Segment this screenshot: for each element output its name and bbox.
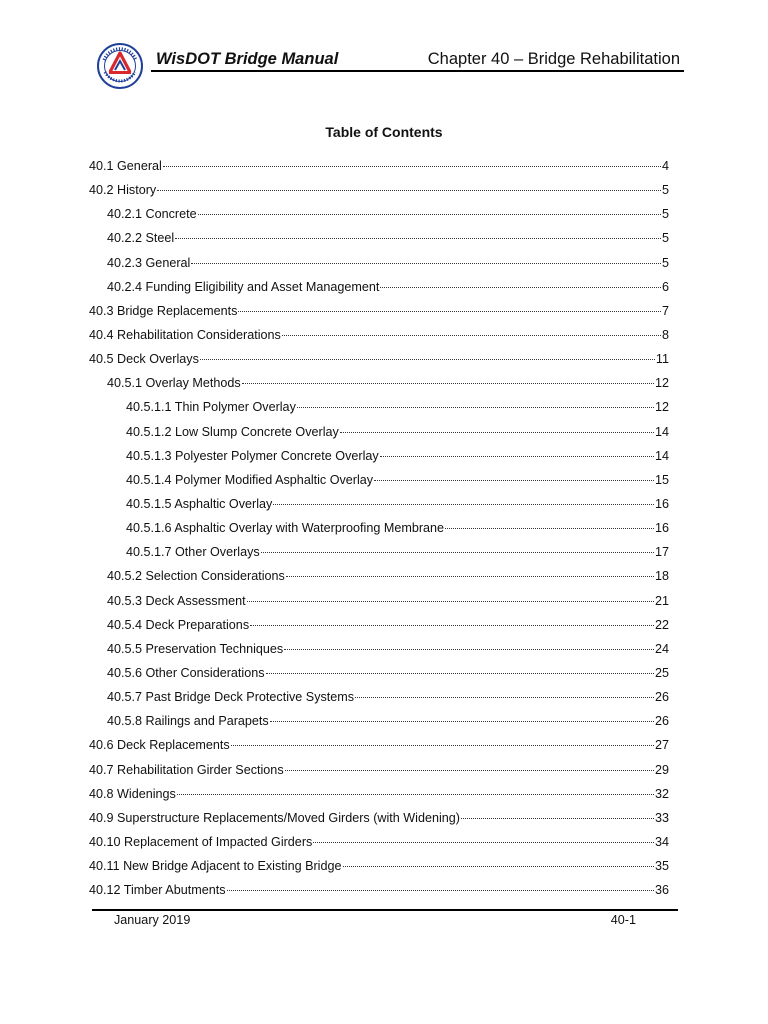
dot-leader bbox=[374, 480, 654, 481]
dot-leader bbox=[191, 263, 661, 264]
toc-entry-title: 40.3 Bridge Replacements bbox=[89, 303, 238, 318]
dot-leader bbox=[198, 214, 661, 215]
toc-entry-title: 40.5.1.4 Polymer Modified Asphaltic Overlay bbox=[126, 472, 374, 487]
toc-entry[interactable] bbox=[89, 854, 669, 878]
toc-entry-page: 11 bbox=[655, 352, 669, 367]
toc-entry-title: 40.5.4 Deck Preparations bbox=[107, 617, 250, 632]
dot-leader bbox=[242, 383, 654, 384]
toc-entry[interactable] bbox=[89, 709, 669, 733]
toc-entry-title: 40.5.1.1 Thin Polymer Overlay bbox=[126, 400, 296, 415]
dot-leader bbox=[380, 287, 661, 288]
toc-entry-page: 34 bbox=[654, 834, 669, 849]
toc-entry[interactable] bbox=[89, 420, 669, 444]
toc-entry[interactable] bbox=[89, 661, 669, 685]
toc-entry-title: 40.5.7 Past Bridge Deck Protective Systems bbox=[107, 690, 355, 705]
dot-leader bbox=[445, 528, 654, 529]
toc-entry-title: 40.11 New Bridge Adjacent to Existing Bridge bbox=[89, 859, 342, 874]
toc-entry-title: 40.5.1 Overlay Methods bbox=[107, 376, 241, 391]
dot-leader bbox=[284, 649, 654, 650]
toc-entry[interactable] bbox=[89, 540, 669, 564]
dot-leader bbox=[163, 166, 661, 167]
dot-leader bbox=[343, 866, 654, 867]
toc-entry-page: 16 bbox=[654, 521, 669, 536]
toc-entry[interactable] bbox=[89, 299, 669, 323]
toc-entry[interactable] bbox=[89, 733, 669, 757]
toc-entry-title: 40.2.4 Funding Eligibility and Asset Management bbox=[107, 279, 380, 294]
toc-entry[interactable] bbox=[89, 782, 669, 806]
toc-entry[interactable] bbox=[89, 323, 669, 347]
toc-entry-title: 40.2.1 Concrete bbox=[107, 207, 197, 222]
toc-entry-title: 40.7 Rehabilitation Girder Sections bbox=[89, 762, 284, 777]
toc-entry[interactable] bbox=[89, 226, 669, 250]
footer-date: January 2019 bbox=[114, 913, 191, 927]
toc-entry-title: 40.5 Deck Overlays bbox=[89, 352, 199, 367]
chapter-title: Chapter 40 – Bridge Rehabilitation bbox=[427, 50, 680, 68]
toc-entry-title: 40.12 Timber Abutments bbox=[89, 883, 226, 898]
toc-entry-title: 40.5.1.3 Polyester Polymer Concrete Overlay bbox=[126, 448, 379, 463]
header-rule bbox=[151, 70, 684, 72]
toc-entry-page: 8 bbox=[661, 327, 669, 342]
toc-entry-title: 40.6 Deck Replacements bbox=[89, 738, 230, 753]
toc-entry-page: 22 bbox=[654, 617, 669, 632]
toc-entry-page: 16 bbox=[654, 496, 669, 511]
toc-entry-title: 40.5.1.6 Asphaltic Overlay with Waterproofing Membrane bbox=[126, 521, 445, 536]
wisdot-seal-icon bbox=[96, 42, 144, 90]
dot-leader bbox=[297, 407, 654, 408]
toc-entry[interactable] bbox=[89, 178, 669, 202]
toc-entry-page: 18 bbox=[654, 569, 669, 584]
toc-entry-page: 12 bbox=[654, 400, 669, 415]
toc-entry[interactable] bbox=[89, 395, 669, 419]
toc-entry[interactable] bbox=[89, 444, 669, 468]
toc-entry-title: 40.5.1.2 Low Slump Concrete Overlay bbox=[126, 424, 339, 439]
toc-entry-title: 40.8 Widenings bbox=[89, 786, 176, 801]
toc-entry[interactable] bbox=[89, 492, 669, 516]
toc-entry-page: 25 bbox=[654, 665, 669, 680]
dot-leader bbox=[250, 625, 654, 626]
manual-title: WisDOT Bridge Manual bbox=[156, 50, 339, 68]
toc-entry-page: 4 bbox=[661, 159, 669, 173]
footer-rule bbox=[92, 909, 678, 911]
toc-entry-page: 6 bbox=[661, 279, 669, 294]
toc-entry-page: 5 bbox=[661, 183, 669, 198]
toc-entry[interactable] bbox=[89, 613, 669, 637]
dot-leader bbox=[286, 576, 654, 577]
dot-leader bbox=[282, 335, 661, 336]
dot-leader bbox=[157, 190, 661, 191]
toc-entry-title: 40.2 History bbox=[89, 183, 157, 198]
toc-entry-title: 40.5.8 Railings and Parapets bbox=[107, 714, 269, 729]
toc-entry-title: 40.10 Replacement of Impacted Girders bbox=[89, 834, 313, 849]
toc-entry-page: 26 bbox=[654, 714, 669, 729]
toc-entry-page: 35 bbox=[654, 859, 669, 874]
toc-entry[interactable] bbox=[89, 806, 669, 830]
dot-leader bbox=[461, 818, 654, 819]
toc-entry-title: 40.9 Superstructure Replacements/Moved Girders (with Widening) bbox=[89, 810, 460, 825]
dot-leader bbox=[200, 359, 655, 360]
toc-entry-title: 40.5.6 Other Considerations bbox=[107, 665, 265, 680]
dot-leader bbox=[261, 552, 654, 553]
dot-leader bbox=[231, 745, 654, 746]
toc-entry[interactable] bbox=[89, 275, 669, 299]
toc-entry-page: 21 bbox=[654, 593, 669, 608]
toc-entry-page: 12 bbox=[654, 376, 669, 391]
dot-leader bbox=[273, 504, 654, 505]
toc-entry-page: 26 bbox=[654, 690, 669, 705]
toc-entry[interactable] bbox=[89, 637, 669, 661]
toc-entry-page: 15 bbox=[654, 472, 669, 487]
footer-page-number: 40-1 bbox=[610, 913, 636, 927]
dot-leader bbox=[175, 238, 661, 239]
toc-entry-title: 40.5.2 Selection Considerations bbox=[107, 569, 285, 584]
toc-entry-title: 40.5.1.7 Other Overlays bbox=[126, 545, 260, 560]
dot-leader bbox=[247, 601, 654, 602]
dot-leader bbox=[340, 432, 654, 433]
toc-entry-title: 40.5.1.5 Asphaltic Overlay bbox=[126, 496, 273, 511]
dot-leader bbox=[227, 890, 654, 891]
toc-entry-title: 40.5.3 Deck Assessment bbox=[107, 593, 246, 608]
toc-entry-title: 40.2.2 Steel bbox=[107, 231, 175, 246]
dot-leader bbox=[238, 311, 661, 312]
toc-entry[interactable] bbox=[89, 589, 669, 613]
toc-title: Table of Contents bbox=[325, 124, 443, 140]
toc-entry[interactable] bbox=[89, 347, 669, 371]
toc-entry[interactable] bbox=[89, 564, 669, 588]
toc-entry-page: 36 bbox=[654, 883, 669, 898]
dot-leader bbox=[355, 697, 654, 698]
toc-entry[interactable] bbox=[89, 758, 669, 782]
toc-entry-title: 40.5.5 Preservation Techniques bbox=[107, 641, 284, 656]
toc-entry-page: 7 bbox=[661, 303, 669, 318]
toc-entry-page: 17 bbox=[654, 545, 669, 560]
dot-leader bbox=[285, 770, 654, 771]
toc-entry[interactable] bbox=[89, 516, 669, 540]
dot-leader bbox=[380, 456, 654, 457]
toc-entry[interactable] bbox=[89, 202, 669, 226]
toc-entry[interactable] bbox=[89, 371, 669, 395]
toc-entry[interactable] bbox=[89, 154, 669, 178]
toc-entry-page: 14 bbox=[654, 448, 669, 463]
dot-leader bbox=[177, 794, 654, 795]
toc-entry-page: 5 bbox=[661, 231, 669, 246]
toc-entry-page: 29 bbox=[654, 762, 669, 777]
toc-entry[interactable] bbox=[89, 468, 669, 492]
dot-leader bbox=[266, 673, 654, 674]
dot-leader bbox=[313, 842, 654, 843]
toc-entry-title: 40.2.3 General bbox=[107, 255, 191, 270]
toc-entry[interactable] bbox=[89, 830, 669, 854]
toc-entry-page: 33 bbox=[654, 810, 669, 825]
toc-entry[interactable] bbox=[89, 878, 669, 902]
dot-leader bbox=[270, 721, 654, 722]
toc-entry-page: 32 bbox=[654, 786, 669, 801]
table-of-contents bbox=[89, 154, 669, 902]
toc-entry-page: 14 bbox=[654, 424, 669, 439]
toc-entry-page: 27 bbox=[654, 738, 669, 753]
toc-entry[interactable] bbox=[89, 251, 669, 275]
toc-entry-page: 5 bbox=[661, 255, 669, 270]
toc-entry-title: 40.1 General bbox=[89, 159, 162, 173]
toc-entry[interactable] bbox=[89, 685, 669, 709]
toc-entry-page: 5 bbox=[661, 207, 669, 222]
toc-entry-page: 24 bbox=[654, 641, 669, 656]
toc-entry-title: 40.4 Rehabilitation Considerations bbox=[89, 327, 281, 342]
